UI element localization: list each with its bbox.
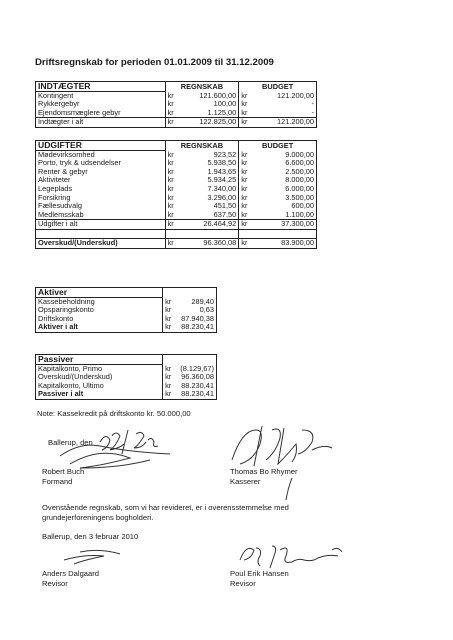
table-row <box>36 220 317 230</box>
row-regnskab: 5.938,50 <box>207 158 237 168</box>
row-regnskab: 451,50 <box>213 201 237 211</box>
row-currency: kr <box>239 202 251 211</box>
row-currency: kr <box>163 364 175 373</box>
expense-heading: UDGIFTER <box>36 141 166 151</box>
row-regnskab: 121.600,00 <box>199 90 237 100</box>
row-currency: kr <box>165 100 177 109</box>
auditor1-signature <box>60 542 130 566</box>
assets-heading: Aktiver <box>36 288 163 298</box>
chairman-signature <box>40 420 190 472</box>
row-currency: kr <box>165 202 177 211</box>
row-label: Rykkergebyr <box>36 100 166 109</box>
row-currency: kr <box>163 323 175 332</box>
row-budget: 121.200,00 <box>251 118 317 128</box>
row-label: Aktiver i alt <box>36 323 163 332</box>
audit-date: Ballerup, den 3 februar 2010 <box>42 532 139 541</box>
page-title: Driftsregnskab for perioden 01.01.2009 til 31.12.2009 <box>35 57 274 68</box>
row-currency: kr <box>239 91 251 100</box>
row-regnskab: 100,00 <box>213 99 237 109</box>
row-label: Medlemsskab <box>36 211 166 220</box>
row-budget: - <box>251 100 317 109</box>
row-currency: kr <box>239 185 251 194</box>
auditor1-name: Anders Dalgaard <box>42 569 99 578</box>
row-currency: kr <box>163 306 175 315</box>
row-value: 88.230,41 <box>175 323 217 332</box>
liabilities-table <box>35 354 217 400</box>
row-currency: kr <box>239 176 251 185</box>
row-label: Udgifter i alt <box>36 220 166 230</box>
row-currency: kr <box>163 315 175 324</box>
audit-statement: Ovenstående regnskab, som vi har revideret, er i overensstemmelse med grundejerforeningens bogholderi. <box>42 503 289 522</box>
row-label: Kapitalkonto, Ultimo <box>36 382 163 391</box>
row-value: 96.360,08 <box>175 373 217 382</box>
income-col-regnskab: REGNSKAB <box>165 82 239 92</box>
row-label: Kontingent <box>36 91 166 100</box>
row-regnskab: 122.825,00 <box>177 118 239 128</box>
row-currency: kr <box>165 194 177 203</box>
row-label: Passiver i alt <box>36 390 163 399</box>
row-value: 88.230,41 <box>175 390 217 399</box>
chairman-name: Robert Buch <box>42 467 85 476</box>
row-currency: kr <box>239 100 251 109</box>
row-budget: 6.000,00 <box>251 185 317 194</box>
row-currency: kr <box>239 194 251 203</box>
row-value: 87.940,38 <box>175 315 217 324</box>
row-currency: kr <box>239 109 251 118</box>
row-regnskab: 1.125,00 <box>207 107 237 117</box>
row-regnskab: 637,50 <box>213 209 237 219</box>
row-label: Kapitalkonto, Primo <box>36 364 163 373</box>
row-label: Fællesudvalg <box>36 202 166 211</box>
row-value: 88.230,41 <box>175 382 217 391</box>
credit-note: Note: Kassekredit på driftskonto kr. 50.000,00 <box>37 409 191 418</box>
table-row <box>36 390 217 399</box>
row-currency: kr <box>165 211 177 220</box>
row-label: Porto, tryk & udsendelser <box>36 159 166 168</box>
surplus-row: Overskud/(Underskud) kr 96.360,08 kr 83.900,00 <box>36 238 317 248</box>
surplus-budget: 83.900,00 <box>251 238 317 248</box>
row-budget: 9.000,00 <box>251 150 317 159</box>
row-currency: kr <box>165 176 177 185</box>
income-heading: INDTÆGTER <box>36 82 166 92</box>
row-currency: kr <box>165 220 177 230</box>
row-budget: 600,00 <box>251 202 317 211</box>
chairman-role: Formand <box>42 477 73 486</box>
row-label: Mødevirksomhed <box>36 150 166 159</box>
row-value: (8.129,67) <box>175 364 217 373</box>
row-currency: kr <box>165 185 177 194</box>
row-budget: 121.200,00 <box>251 91 317 100</box>
income-table <box>35 81 317 128</box>
pen-stroke <box>280 478 300 502</box>
row-budget: - <box>251 109 317 118</box>
surplus-regnskab: 96.360,08 <box>177 238 239 248</box>
row-label: Kassebeholdning <box>36 297 163 306</box>
row-currency: kr <box>239 150 251 159</box>
table-row <box>36 185 317 194</box>
row-budget: 6.600,00 <box>251 159 317 168</box>
row-regnskab: 3.296,00 <box>207 192 237 202</box>
row-currency: kr <box>165 91 177 100</box>
expense-col-regnskab: REGNSKAB <box>165 141 239 151</box>
row-currency: kr <box>165 118 177 128</box>
row-label: Aktiviteter <box>36 176 166 185</box>
assets-table <box>35 287 217 333</box>
row-currency: kr <box>239 211 251 220</box>
row-currency: kr <box>165 159 177 168</box>
row-regnskab: 7.340,00 <box>207 183 237 193</box>
row-currency: kr <box>163 297 175 306</box>
row-value: 289,40 <box>175 297 217 306</box>
expense-table <box>35 140 317 249</box>
row-label: Legeplads <box>36 185 166 194</box>
auditor2-signature <box>236 540 366 572</box>
expense-col-budget: BUDGET <box>239 141 317 151</box>
auditor2-role: Revisor <box>230 579 256 588</box>
row-budget: 37.300,00 <box>251 220 317 230</box>
row-regnskab: 26.464,92 <box>177 220 239 230</box>
row-budget: 3.500,00 <box>251 194 317 203</box>
treasurer-role: Kasserer <box>230 477 261 486</box>
row-label: Driftskonto <box>36 315 163 324</box>
row-currency: kr <box>239 159 251 168</box>
row-label: Opsparingskonto <box>36 306 163 315</box>
row-currency: kr <box>163 390 175 399</box>
row-currency: kr <box>163 373 175 382</box>
treasurer-signature <box>222 420 342 470</box>
row-label: Renter & gebyr <box>36 168 166 177</box>
row-budget: 8.000,00 <box>251 176 317 185</box>
row-currency: kr <box>165 109 177 118</box>
auditor1-role: Revisor <box>42 579 68 588</box>
table-row <box>36 168 317 177</box>
table-row <box>36 211 317 220</box>
row-label: Forsikring <box>36 194 166 203</box>
row-budget: 1.100,00 <box>251 211 317 220</box>
row-currency: kr <box>239 118 251 128</box>
row-budget: 2.500,00 <box>251 168 317 177</box>
row-value: 0,63 <box>175 306 217 315</box>
table-row <box>36 323 217 332</box>
row-regnskab: 1.943,65 <box>207 166 237 176</box>
row-currency: kr <box>163 382 175 391</box>
row-currency: kr <box>239 168 251 177</box>
surplus-label: Overskud/(Underskud) <box>36 238 166 248</box>
row-label: Indtægter i alt <box>36 118 166 128</box>
row-regnskab: 923,52 <box>213 149 237 159</box>
row-label: Overskud/(Underskud) <box>36 373 163 382</box>
auditor2-name: Poul Erik Hansen <box>230 569 289 578</box>
row-currency: kr <box>165 150 177 159</box>
row-regnskab: 5.934,25 <box>207 175 237 185</box>
table-row <box>36 176 317 185</box>
liabilities-heading: Passiver <box>36 355 163 365</box>
row-label: Ejendomsmæglere gebyr <box>36 109 166 118</box>
signing-place-date: Ballerup, den <box>48 438 93 447</box>
income-col-budget: BUDGET <box>239 82 317 92</box>
table-row <box>36 118 317 128</box>
row-currency: kr <box>239 220 251 230</box>
treasurer-name: Thomas Bo Rhymer <box>230 467 298 476</box>
row-currency: kr <box>165 168 177 177</box>
